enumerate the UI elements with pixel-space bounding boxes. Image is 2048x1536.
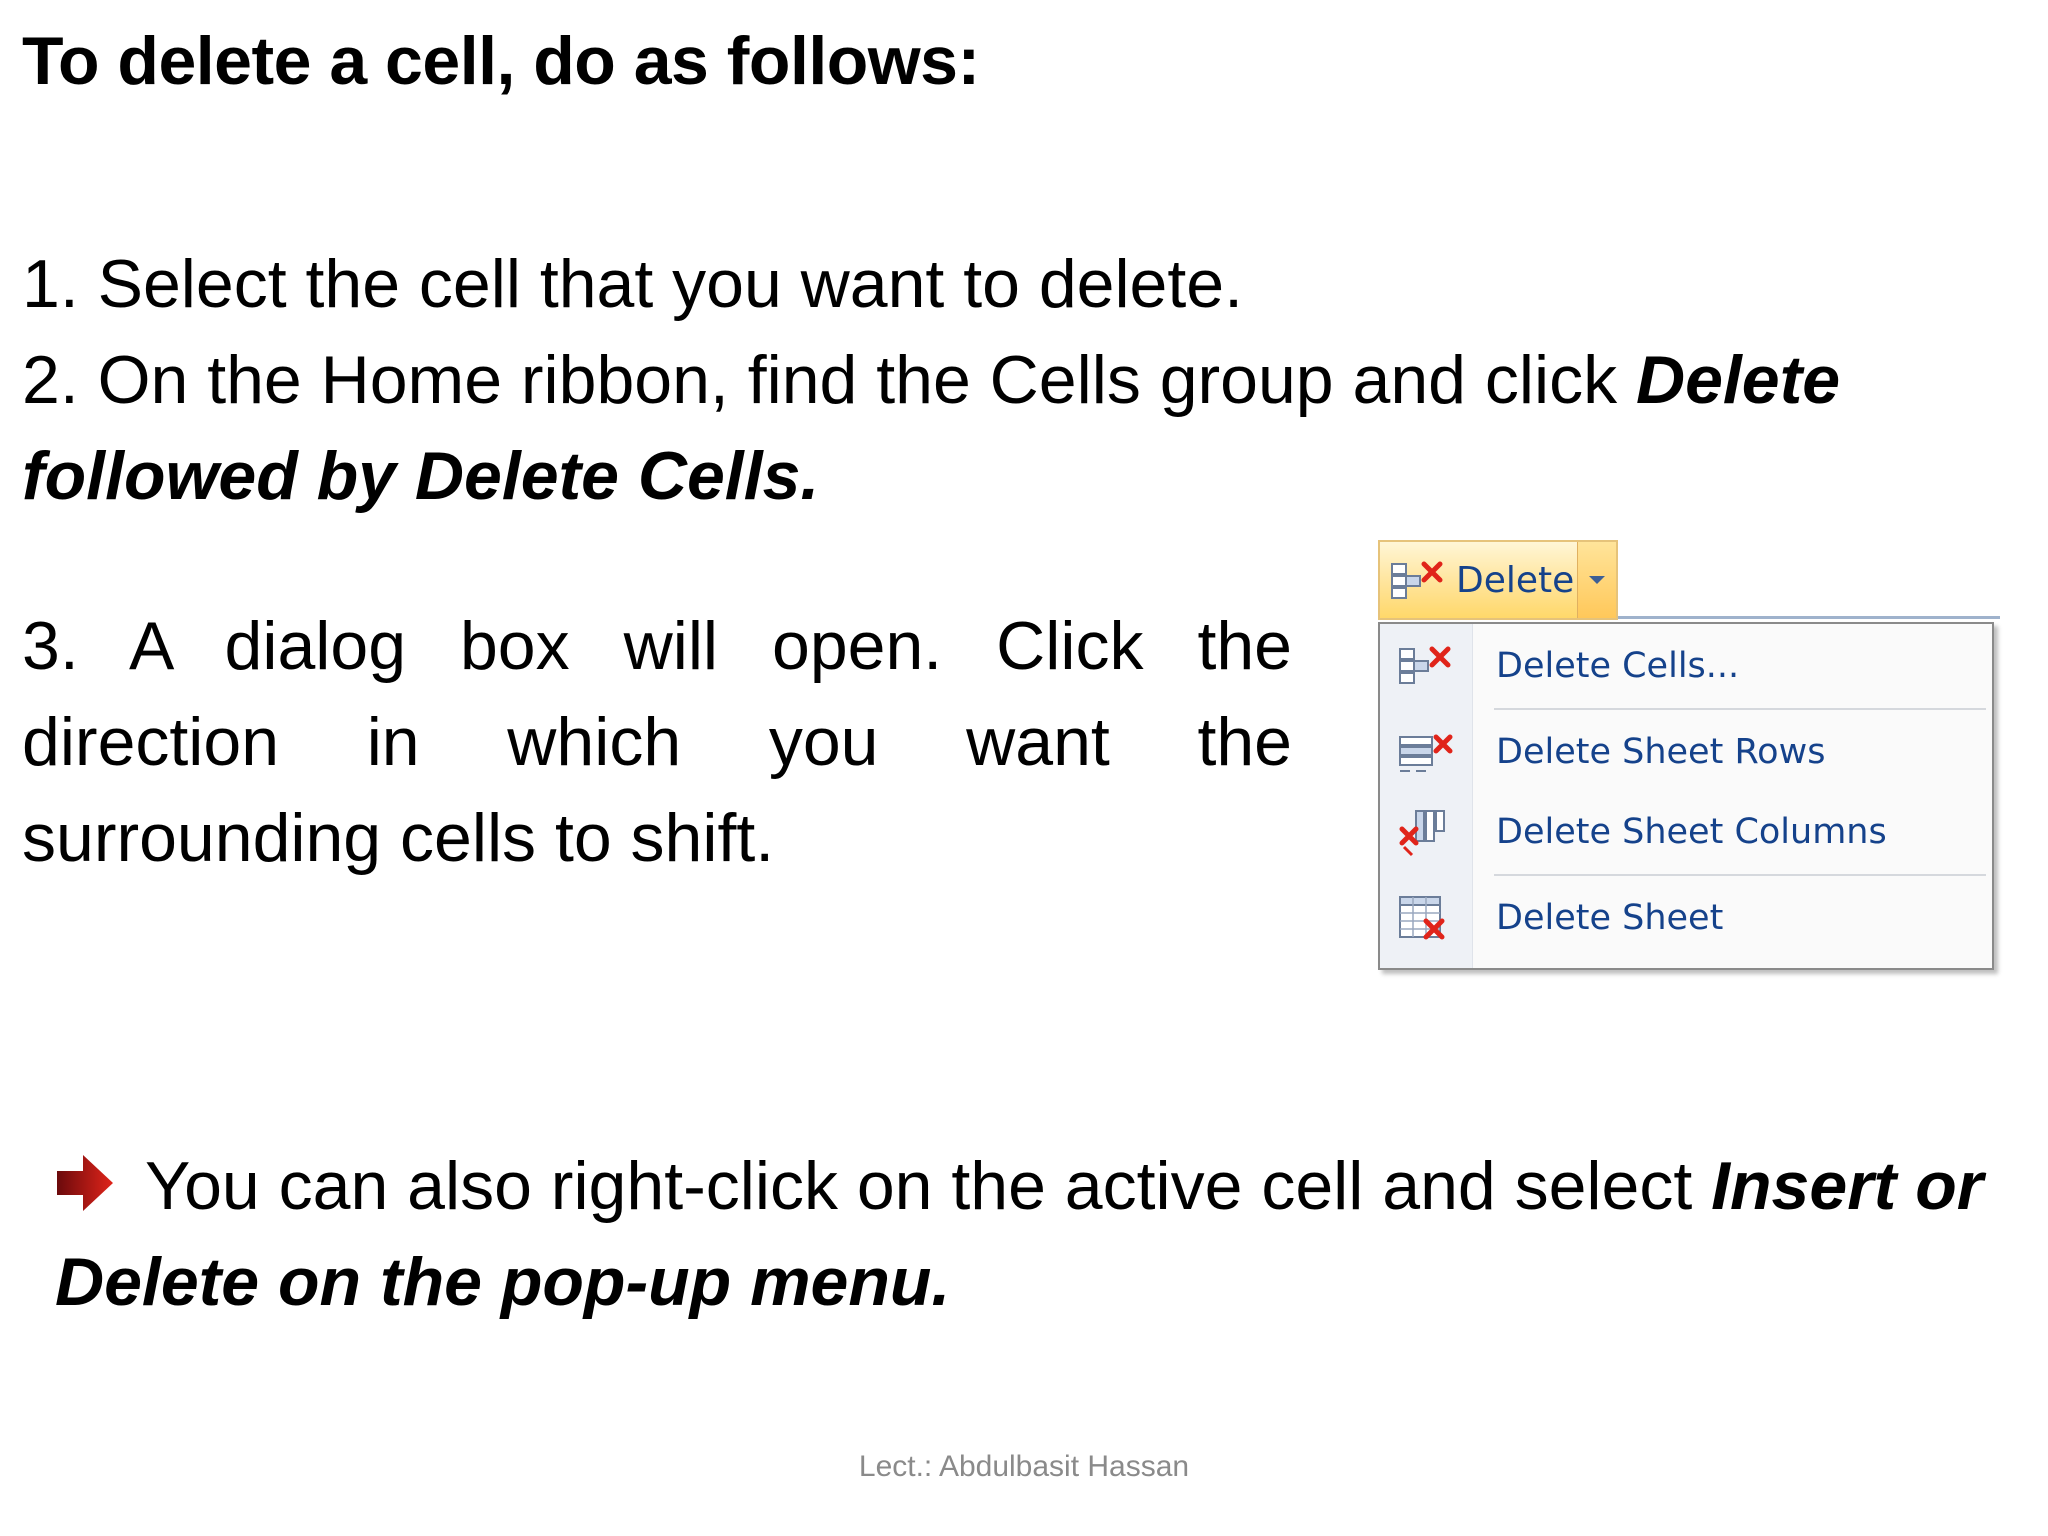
delete-columns-icon — [1396, 807, 1456, 857]
step-2-emphasis: Delete followed by Delete Cells. — [22, 342, 1841, 514]
delete-button[interactable] — [1378, 540, 1618, 620]
delete-dropdown-arrow[interactable] — [1577, 542, 1616, 618]
menu-item-label: Delete Sheet Columns — [1496, 812, 1887, 852]
slide-heading: To delete a cell, do as follows: — [22, 23, 980, 99]
menu-item-label: Delete Cells... — [1496, 646, 1740, 686]
menu-item-delete-cells[interactable] — [1380, 628, 1992, 704]
delete-cells-icon — [1388, 558, 1448, 602]
menu-item-label: Delete Sheet Rows — [1496, 732, 1826, 772]
tip-text: You can also right-click on the active cell and select — [145, 1148, 1712, 1224]
step-2-text: 2. On the Home ribbon, find the Cells group and click — [22, 342, 1636, 418]
delete-button-label: Delete — [1456, 559, 1575, 601]
tip-emphasis: Insert or Delete on the pop-up menu. — [55, 1148, 1984, 1320]
delete-sheet-icon — [1396, 893, 1456, 943]
delete-rows-icon — [1396, 727, 1456, 777]
menu-item-label: Delete Sheet — [1496, 898, 1724, 938]
excel-delete-menu — [1378, 540, 2000, 980]
menu-separator — [1494, 874, 1986, 876]
step-2-paragraph — [22, 332, 2012, 524]
delete-cells-icon — [1396, 641, 1456, 691]
delete-dropdown-panel — [1378, 622, 1994, 970]
tip-paragraph — [55, 1138, 2015, 1330]
menu-separator — [1494, 708, 1986, 710]
step-1-text: 1. Select the cell that you want to delete. — [22, 246, 1243, 322]
arrow-right-icon — [55, 1153, 115, 1213]
step-3-text: 3. A dialog box will open. Click the direction in which you want the surrounding cells to shift. — [22, 608, 1292, 876]
footer-credit: Lect.: Abdulbasit Hassan — [858, 1450, 1190, 1483]
ribbon-strip — [1618, 602, 2000, 619]
menu-item-delete-sheet-columns[interactable] — [1380, 794, 1992, 870]
chevron-down-icon — [1588, 574, 1606, 586]
menu-item-delete-sheet[interactable] — [1380, 880, 1992, 956]
menu-item-delete-sheet-rows[interactable] — [1380, 714, 1992, 790]
